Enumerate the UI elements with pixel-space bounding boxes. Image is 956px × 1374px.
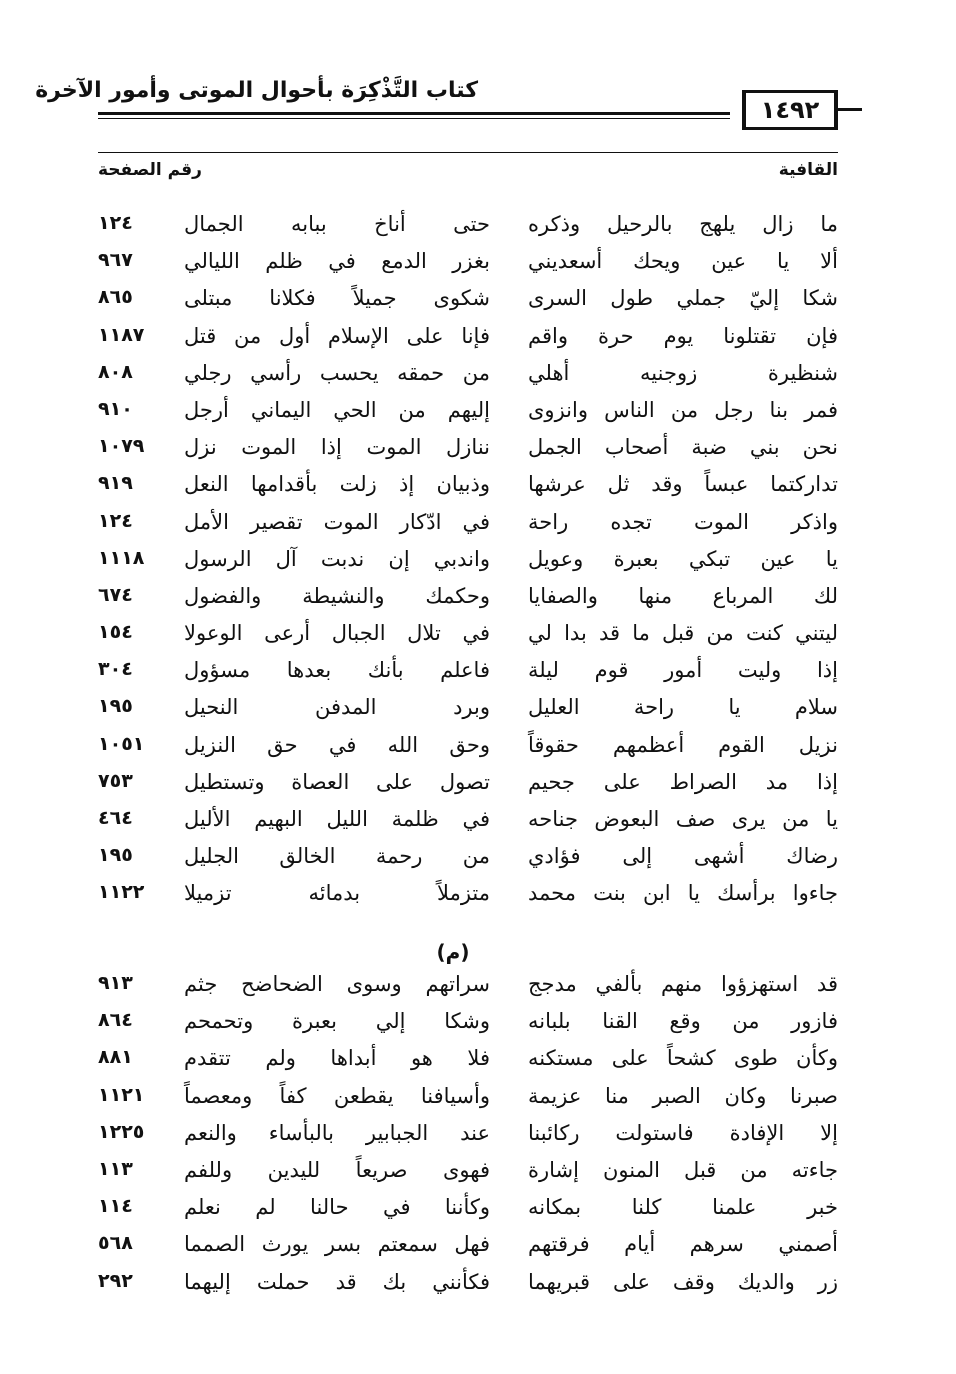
page-number-tail bbox=[838, 108, 862, 111]
verse-second-hemistich: من حمقه يحسب رأسي رجلي bbox=[184, 360, 490, 385]
page-reference: ٤٦٤ bbox=[98, 807, 133, 829]
verse-second-hemistich: وحق الله في حق النزيل bbox=[184, 732, 490, 757]
page-reference: ١٢٢٥ bbox=[98, 1120, 145, 1143]
verse-first-hemistich: جاءوا برأسك يا ابن بنت محمد bbox=[528, 881, 838, 906]
verse-second-hemistich: وحكمك والنشيطة والفضول bbox=[184, 583, 490, 608]
verse-row bbox=[0, 508, 956, 545]
verse-second-hemistich: عند الجبابير بالبأساء والنعم bbox=[184, 1120, 490, 1145]
verse-second-hemistich: وبرد المدفن النحيل bbox=[184, 695, 490, 720]
header-rule bbox=[98, 112, 730, 115]
book-title: كتاب التَّذْكِرَة بأحوال الموتى وأمور الآخرة bbox=[35, 78, 478, 103]
page-reference: ٩٦٧ bbox=[98, 249, 133, 272]
verse-second-hemistich: فهوى صريعاً لليدين وللفم bbox=[184, 1157, 490, 1182]
page-reference: ١١٣ bbox=[98, 1157, 133, 1180]
verse-first-hemistich: يا عين تبكي بعبرة وعويل bbox=[528, 546, 838, 571]
page-reference: ١١٨٧ bbox=[98, 323, 145, 346]
column-header-rule bbox=[98, 152, 838, 153]
verse-first-hemistich: قد استهزؤوا منهم بألفي مدجج bbox=[528, 972, 838, 996]
page-reference: ٨٦٤ bbox=[98, 1009, 133, 1032]
page-reference: ٢٩٢ bbox=[98, 1269, 133, 1292]
verse-row bbox=[0, 1156, 956, 1193]
verse-row bbox=[0, 1230, 956, 1267]
verse-first-hemistich: إلا الإفادة فاستولت ركائبنا bbox=[528, 1120, 838, 1145]
verse-row bbox=[0, 656, 956, 693]
verse-first-hemistich: إذا مد الصراط على جحيم bbox=[528, 769, 838, 794]
page-reference: ٥٦٨ bbox=[98, 1232, 133, 1255]
verse-row bbox=[0, 210, 956, 247]
verse-second-hemistich: فاعلم بأنك بعدها مسؤول bbox=[184, 658, 490, 683]
verse-row bbox=[0, 1268, 956, 1305]
verse-first-hemistich: شكا إليّ جملي طول السرى bbox=[528, 286, 838, 311]
verse-second-hemistich: تصول على العصاة وتستطيل bbox=[184, 769, 490, 794]
page-reference: ٩١٣ bbox=[98, 972, 133, 994]
verse-first-hemistich: زر والديك وقف على قبريهما bbox=[528, 1269, 838, 1294]
verse-row bbox=[0, 842, 956, 879]
verse-row bbox=[0, 1007, 956, 1044]
page-reference: ٧٥٣ bbox=[98, 769, 133, 792]
verse-first-hemistich: فإن تقتلونا يوم حرة واقم bbox=[528, 323, 838, 348]
verse-first-hemistich: رضاك أشهى إلى فؤادي bbox=[528, 844, 838, 869]
verse-first-hemistich: لك المرباع منها والصفايا bbox=[528, 583, 838, 608]
verse-index-list bbox=[0, 210, 956, 917]
verse-row bbox=[0, 433, 956, 470]
verse-first-hemistich: صبرنا وكان الصبر منا عزيمة bbox=[528, 1083, 838, 1108]
page-reference: ٩١٠ bbox=[98, 397, 133, 420]
verse-first-hemistich: واذكر الموت تجده راحة bbox=[528, 509, 838, 534]
section-letter: (م) bbox=[436, 940, 470, 964]
verse-row bbox=[0, 731, 956, 768]
verse-second-hemistich: فهل سمعتم بسر يورث الصمما bbox=[184, 1232, 490, 1257]
verse-row bbox=[0, 284, 956, 321]
verse-row bbox=[0, 768, 956, 805]
verse-row bbox=[0, 359, 956, 396]
verse-first-hemistich: خبر علمنا كلنا بمكانه bbox=[528, 1195, 838, 1220]
page-reference: ١١١٨ bbox=[98, 546, 145, 569]
verse-second-hemistich: حتى أناخ ببابه الجمال bbox=[184, 212, 490, 236]
verse-first-hemistich: وكأن طوى كشحاً على مستكنه bbox=[528, 1046, 838, 1071]
page-reference: ١٠٧٩ bbox=[98, 435, 145, 458]
verse-second-hemistich: وشكا إلي بعبرة وتحمحم bbox=[184, 1009, 490, 1034]
verse-second-hemistich: في ظلمة الليل البهيم الأليل bbox=[184, 807, 490, 831]
verse-row bbox=[0, 1044, 956, 1081]
verse-second-hemistich: سراتهم وسوى الضحاضح جثم bbox=[184, 972, 490, 996]
page-reference: ١٥٤ bbox=[98, 621, 133, 644]
verse-first-hemistich: نحن بني ضبة أصحاب الجمل bbox=[528, 435, 838, 460]
page-reference: ٨٠٨ bbox=[98, 360, 133, 383]
verse-row bbox=[0, 1119, 956, 1156]
page-reference: ٨٨١ bbox=[98, 1046, 133, 1069]
verse-second-hemistich: واندبي إن ندبت آل الرسول bbox=[184, 546, 490, 571]
page-reference: ٩١٩ bbox=[98, 472, 133, 495]
verse-row bbox=[0, 582, 956, 619]
verse-first-hemistich: نزيل القوم أعظمهم حقوقاً bbox=[528, 732, 838, 757]
verse-first-hemistich: إذا وليت أمور قوم ليلة bbox=[528, 658, 838, 683]
page-reference: ٦٧٤ bbox=[98, 583, 133, 606]
verse-first-hemistich: يا من يرى صف البعوض جناحه bbox=[528, 807, 838, 831]
verse-second-hemistich: وكأننا في حالنا لم نعلم bbox=[184, 1195, 490, 1220]
verse-second-hemistich: وذبيان إذ زلت بأقدامها النعل bbox=[184, 472, 490, 497]
page-column-header: رقم الصفحة bbox=[98, 160, 202, 180]
verse-first-hemistich: شنظيرة زوجنيه أهلي bbox=[528, 360, 838, 385]
verse-row bbox=[0, 396, 956, 433]
page-reference: ١١٢١ bbox=[98, 1083, 145, 1106]
verse-row bbox=[0, 470, 956, 507]
verse-first-hemistich: تداركتما عبساً وقد ثل عرشها bbox=[528, 472, 838, 497]
verse-row bbox=[0, 805, 956, 842]
verse-row bbox=[0, 247, 956, 284]
verse-row bbox=[0, 1193, 956, 1230]
page-reference: ١١٢٢ bbox=[98, 881, 145, 904]
verse-second-hemistich: في ادّكار الموت تقصير الأمل bbox=[184, 509, 490, 534]
page-number: ١٤٩٢ bbox=[742, 90, 838, 130]
rhyme-column-header: القافية bbox=[778, 160, 838, 180]
verse-row bbox=[0, 879, 956, 916]
verse-first-hemistich: جاءته من قبل المنون إشارة bbox=[528, 1157, 838, 1182]
page-reference: ١٢٤ bbox=[98, 212, 133, 234]
page-reference: ١٩٥ bbox=[98, 844, 133, 867]
verse-row bbox=[0, 619, 956, 656]
header-rule-thin bbox=[98, 118, 730, 119]
verse-second-hemistich: بغزر الدمع في ظلم الليالي bbox=[184, 249, 490, 274]
verse-first-hemistich: ما زال يلهج بالرحيل وذكره bbox=[528, 212, 838, 236]
verse-second-hemistich: فكأنني بك قد حملت إليهما bbox=[184, 1269, 490, 1294]
verse-second-hemistich: إليهم من الحي اليماني أرجل bbox=[184, 397, 490, 422]
verse-second-hemistich: في تلال الجبال أرعى الوعولا bbox=[184, 621, 490, 646]
page-header bbox=[35, 70, 838, 134]
page-reference: ١٩٥ bbox=[98, 695, 133, 718]
page-reference: ٣٠٤ bbox=[98, 658, 133, 681]
verse-first-hemistich: فمر بنا رجل من الناس وانزوى bbox=[528, 397, 838, 422]
page-reference: ٨٦٥ bbox=[98, 286, 133, 309]
verse-row bbox=[0, 1082, 956, 1119]
verse-second-hemistich: وأسيافنا يقطعن كفاً ومعصماً bbox=[184, 1083, 490, 1108]
verse-first-hemistich: ليتني كنت من قبل ما قد بدا لي bbox=[528, 621, 838, 646]
verse-second-hemistich: ننازل الموت إذا الموت نزل bbox=[184, 435, 490, 460]
verse-row bbox=[0, 970, 956, 1007]
page-reference: ١٠٥١ bbox=[98, 732, 145, 755]
verse-second-hemistich: من رحمة الخالق الجليل bbox=[184, 844, 490, 869]
verse-second-hemistich: فلا هو أبداها ولم تتقدم bbox=[184, 1046, 490, 1071]
verse-second-hemistich: فإنا على الإسلام أول من قتل bbox=[184, 323, 490, 348]
verse-row bbox=[0, 693, 956, 730]
page-reference: ١١٤ bbox=[98, 1195, 133, 1218]
verse-row bbox=[0, 322, 956, 359]
verse-row bbox=[0, 545, 956, 582]
verse-index-list-mim bbox=[0, 970, 956, 1305]
verse-second-hemistich: متزملاً بدمائه تزميلا bbox=[184, 881, 490, 906]
verse-first-hemistich: سلام يا راحة العليل bbox=[528, 695, 838, 720]
verse-first-hemistich: أصمني سرهم أيام فرقتهم bbox=[528, 1232, 838, 1257]
page-reference: ١٢٤ bbox=[98, 509, 133, 532]
verse-first-hemistich: فازور من وقع القنا بلبانه bbox=[528, 1009, 838, 1034]
verse-second-hemistich: شكوى جميلاً فكلانا مبتلى bbox=[184, 286, 490, 311]
verse-first-hemistich: ألا يا عين ويحك أسعديني bbox=[528, 249, 838, 274]
